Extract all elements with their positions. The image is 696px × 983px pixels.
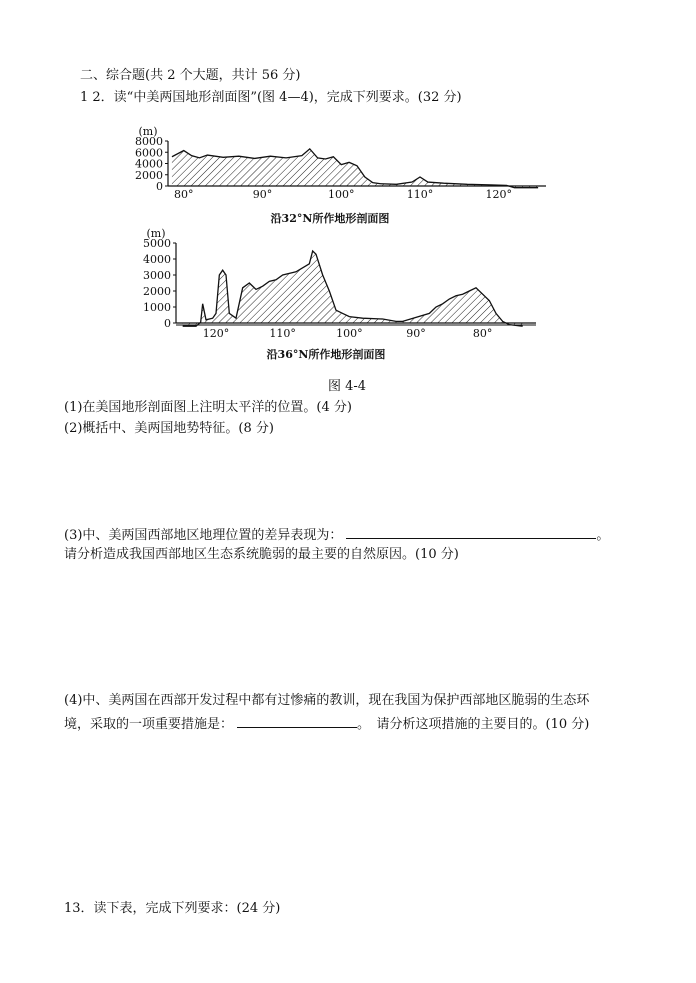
question-13-stem: 13．读下表，完成下列要求：(24 分)	[64, 901, 281, 916]
y-tick-label: 4000	[135, 157, 163, 171]
x-tick-label: 80°	[472, 327, 493, 340]
profile-title: 沿36°N所作地形剖面图	[266, 348, 386, 361]
y-tick-label: 5000	[143, 237, 171, 250]
y-tick-label: 0	[164, 317, 171, 330]
y-tick-label: 6000	[135, 146, 163, 160]
profile-chart-36n	[0, 227, 696, 365]
x-tick-label: 90°	[406, 327, 426, 340]
sub-question-3b: 请分析造成我国西部地区生态系统脆弱的最主要的自然原因。(10 分)	[64, 547, 459, 562]
x-tick-label: 100°	[336, 327, 363, 340]
sub-question-3a-end: 。	[596, 528, 610, 543]
sub-question-1: (1)在美国地形剖面图上注明太平洋的位置。(4 分)	[64, 400, 352, 415]
answer-blank-geo-difference[interactable]	[346, 525, 596, 539]
sub-question-3a-text: (3)中、美两国西部地区地理位置的差异表现为：	[64, 528, 343, 543]
answer-blank-measure[interactable]	[237, 714, 357, 728]
y-unit-label: (m)	[138, 125, 158, 138]
section-heading: 二、综合题(共 2 个大题，共计 56 分)	[80, 68, 301, 83]
question-12-stem: 1 2．读“中美两国地形剖面图”(图 4—4)，完成下列要求。(32 分)	[80, 90, 462, 105]
profile-title: 沿32°N所作地形剖面图	[270, 212, 390, 225]
x-tick-label: 120°	[485, 188, 512, 201]
sub-question-4a: (4)中、美两国在西部开发过程中都有过惨痛的教训，现在我国为保护西部地区脆弱的生态环	[64, 693, 590, 708]
x-tick-label: 110°	[269, 327, 296, 340]
profile-chart-32n	[0, 115, 696, 235]
figure-caption: 图 4-4	[328, 379, 367, 394]
x-tick-label: 80°	[174, 188, 194, 201]
terrain-fill	[172, 149, 538, 188]
sub-question-4b-text-end: 。 请分析这项措施的主要目的。(10 分)	[357, 717, 590, 732]
y-tick-label: 3000	[143, 269, 171, 282]
y-unit-label: (m)	[146, 227, 166, 240]
x-tick-label: 120°	[202, 327, 230, 340]
y-tick-label: 1000	[143, 301, 171, 314]
sub-question-4b-text: 境，采取的一项重要措施是：	[64, 717, 234, 732]
sub-question-2: (2)概括中、美两国地势特征。(8 分)	[64, 421, 274, 436]
y-tick-label: 2000	[143, 285, 171, 298]
sub-question-3a	[64, 525, 609, 544]
y-tick-label: 4000	[143, 253, 171, 266]
y-tick-label: 0	[156, 180, 163, 193]
x-tick-label: 90°	[252, 188, 273, 201]
terrain-fill	[183, 251, 523, 326]
x-tick-label: 110°	[406, 188, 434, 201]
y-tick-label: 2000	[135, 168, 163, 182]
y-tick-label: 8000	[135, 135, 163, 148]
sub-question-4b	[64, 714, 589, 733]
x-tick-label: 100°	[328, 188, 355, 201]
